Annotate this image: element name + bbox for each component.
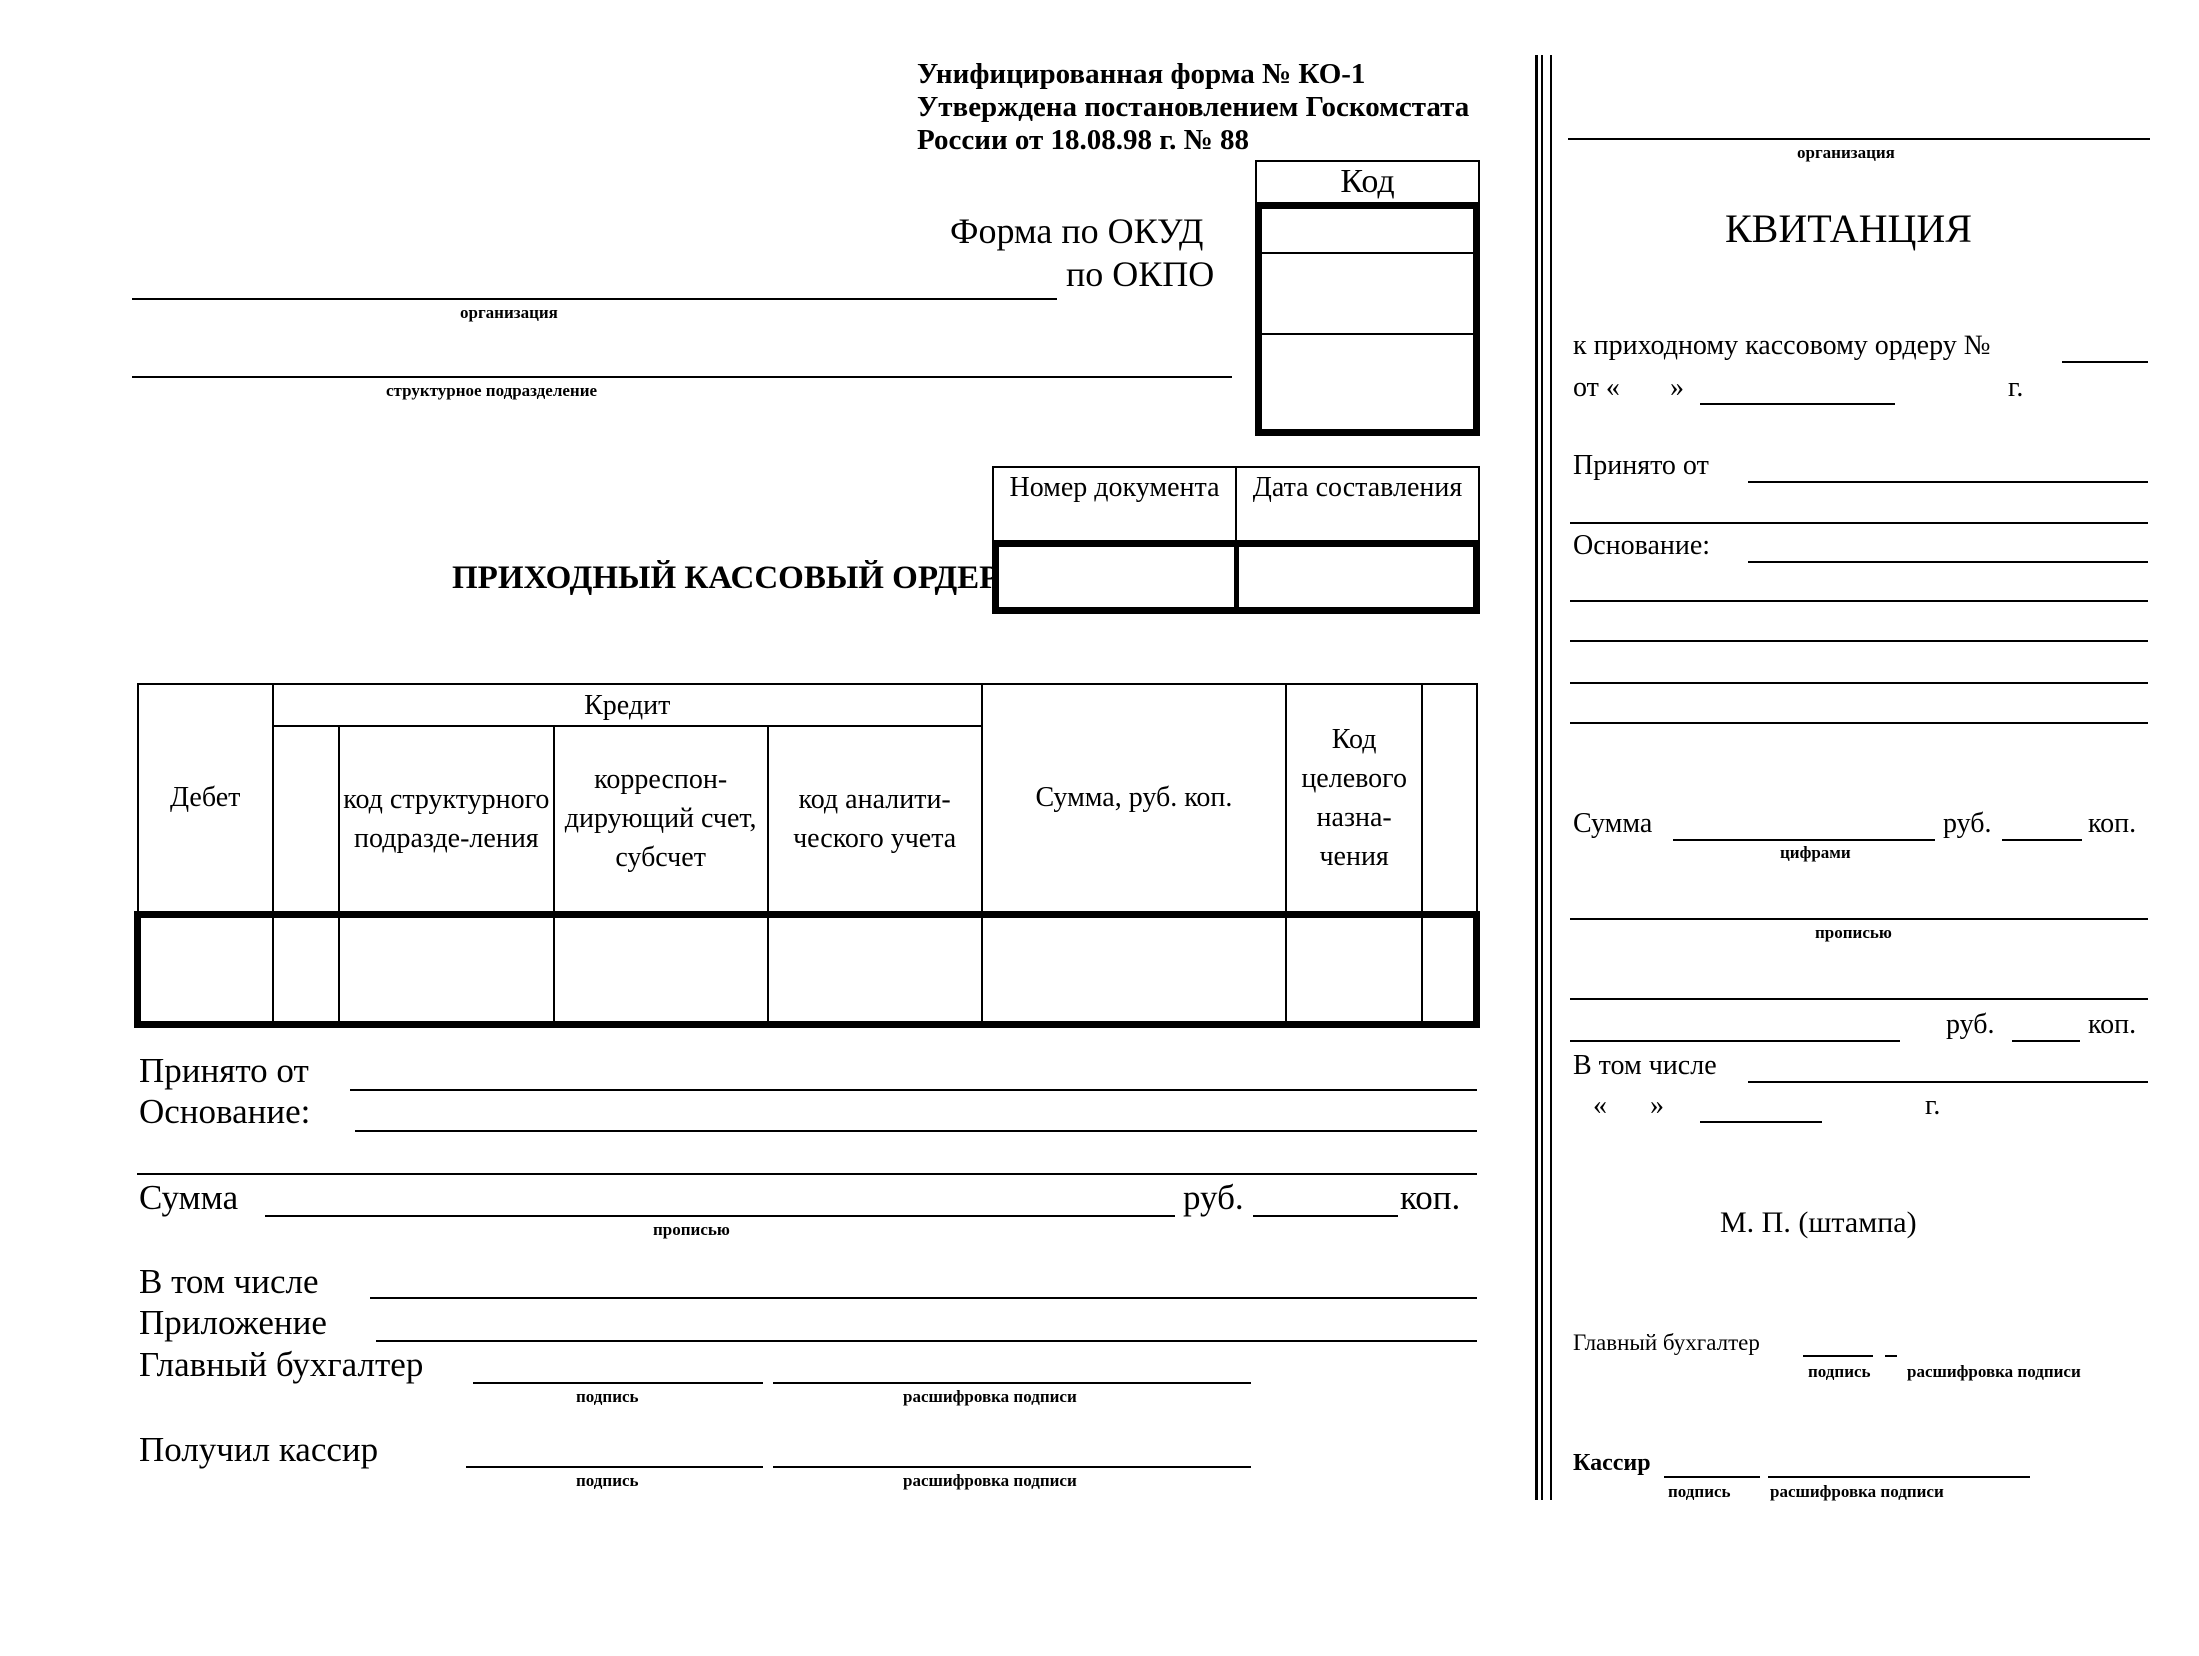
- receipt-including-date-line[interactable]: [1700, 1121, 1822, 1123]
- doc-number-header: Номер документа: [994, 468, 1237, 540]
- in-words-caption: прописью: [653, 1220, 730, 1239]
- cashier-received-label: Получил кассир: [139, 1430, 379, 1469]
- receipt-cashier-decoding-line[interactable]: [1768, 1476, 2030, 1478]
- debit-header: Дебет: [138, 684, 273, 914]
- accounting-table: [134, 683, 1480, 1028]
- extra-header: [1422, 684, 1477, 914]
- receipt-including-label: В том числе: [1573, 1050, 1717, 1081]
- receipt-basis-line-3[interactable]: [1570, 640, 2148, 642]
- receipt-from-close: »: [1670, 372, 1684, 403]
- sum-cell[interactable]: [982, 914, 1287, 1024]
- receipt-kop-line[interactable]: [2002, 839, 2082, 841]
- receipt-basis-line-5[interactable]: [1570, 722, 2148, 724]
- order-title: ПРИХОДНЫЙ КАССОВЫЙ ОРДЕР: [452, 560, 1000, 596]
- document-number-table: [992, 466, 1480, 614]
- receipt-chief-decoding-caption: расшифровка подписи: [1907, 1362, 2081, 1381]
- table-row: [138, 914, 1477, 1024]
- chief-accountant-decoding-line[interactable]: [773, 1382, 1251, 1384]
- date-field[interactable]: [1239, 547, 1474, 607]
- struct-code-header: код структурного подразде-ления: [339, 726, 553, 914]
- receipt-in-digits-caption: цифрами: [1780, 843, 1851, 862]
- basis-line-2[interactable]: [137, 1173, 1477, 1175]
- tear-line-inner: [1541, 55, 1543, 1500]
- debit-cell[interactable]: [138, 914, 273, 1024]
- form-header: [917, 58, 1469, 157]
- receipt-basis-line[interactable]: [1748, 561, 2148, 563]
- subdivision-line[interactable]: [132, 376, 1232, 378]
- form-header-line1: Унифицированная форма № КО-1: [917, 58, 1366, 90]
- receipt-sum-words-line-2[interactable]: [1570, 998, 2148, 1000]
- receipt-sum-label: Сумма: [1573, 808, 1653, 839]
- receipt-chief-signature-caption: подпись: [1808, 1362, 1871, 1381]
- chief-accountant-label: Главный бухгалтер: [139, 1345, 424, 1384]
- subdivision-caption: структурное подразделение: [386, 381, 598, 400]
- receipt-from-open: от «: [1573, 372, 1620, 403]
- cashier-decoding-line[interactable]: [773, 1466, 1251, 1468]
- form-header-line2: Утверждена постановлением Госкомстата: [917, 91, 1470, 123]
- purpose-code-header: Код целевого назна-чения: [1286, 684, 1422, 914]
- receipt-sum-line-3[interactable]: [1570, 1040, 1900, 1042]
- extra-cell[interactable]: [1422, 914, 1477, 1024]
- receipt-received-from-line[interactable]: [1748, 481, 2148, 483]
- receipt-year-label: г.: [2008, 372, 2024, 403]
- receipt-received-from-label: Принято от: [1573, 450, 1709, 481]
- including-label: В том числе: [139, 1262, 319, 1301]
- sum-label: Сумма: [139, 1178, 239, 1217]
- kop-label: коп.: [1400, 1178, 1461, 1217]
- chief-decoding-caption: расшифровка подписи: [903, 1387, 1077, 1406]
- receipt-cashier-decoding-caption: расшифровка подписи: [1770, 1482, 1944, 1501]
- basis-line[interactable]: [355, 1130, 1477, 1132]
- basis-label: Основание:: [139, 1092, 311, 1131]
- credit-header: Кредит: [273, 684, 982, 726]
- date-header: Дата составления: [1252, 472, 1463, 503]
- receipt-quote-close: »: [1650, 1090, 1664, 1121]
- receipt-quote-open: «: [1593, 1090, 1607, 1121]
- credit-blank-cell[interactable]: [273, 914, 339, 1024]
- receipt-kop-label: коп.: [2088, 808, 2137, 839]
- including-line[interactable]: [370, 1297, 1477, 1299]
- receipt-in-words-caption: прописью: [1815, 923, 1892, 942]
- attachment-line[interactable]: [376, 1340, 1477, 1342]
- receipt-title: КВИТАНЦИЯ: [1725, 206, 1972, 251]
- receipt-organization-line[interactable]: [1568, 138, 2150, 140]
- receipt-date-line[interactable]: [1700, 403, 1895, 405]
- cashier-decoding-caption: расшифровка подписи: [903, 1471, 1077, 1490]
- receipt-sum-digits-line[interactable]: [1673, 839, 1935, 841]
- okud-label: Форма по ОКУД: [950, 211, 1204, 251]
- receipt-rub-label-2: руб.: [1946, 1009, 1995, 1040]
- receipt-organization-caption: организация: [1797, 143, 1895, 162]
- receipt-order-number-line[interactable]: [2062, 361, 2148, 363]
- receipt-basis-line-2[interactable]: [1570, 600, 2148, 602]
- receipt-kop-line-2[interactable]: [2012, 1040, 2080, 1042]
- tear-line: [1535, 55, 1538, 1500]
- receipt-cashier-signature-line[interactable]: [1664, 1476, 1760, 1478]
- analytic-code-cell[interactable]: [768, 914, 982, 1024]
- code-box-title: Код: [1255, 160, 1480, 202]
- receipt-basis-line-4[interactable]: [1570, 682, 2148, 684]
- purpose-code-cell[interactable]: [1286, 914, 1422, 1024]
- receipt-kop-label-2: коп.: [2088, 1009, 2137, 1040]
- chief-accountant-signature-line[interactable]: [473, 1382, 763, 1384]
- tear-line-right: [1550, 55, 1552, 1500]
- receipt-chief-decoding-line[interactable]: [1885, 1355, 1897, 1357]
- receipt-received-from-line-2[interactable]: [1570, 522, 2148, 524]
- received-from-line[interactable]: [350, 1089, 1477, 1091]
- code-box-body: [1255, 202, 1480, 436]
- receipt-including-year: г.: [1925, 1090, 1941, 1121]
- receipt-chief-accountant-label: Главный бухгалтер: [1573, 1330, 1760, 1355]
- credit-blank-header: [273, 726, 339, 914]
- account-cell[interactable]: [554, 914, 768, 1024]
- chief-signature-caption: подпись: [576, 1387, 639, 1406]
- doc-number-field[interactable]: [999, 547, 1239, 607]
- cashier-signature-line[interactable]: [466, 1466, 763, 1468]
- struct-code-cell[interactable]: [339, 914, 553, 1024]
- sum-words-line[interactable]: [265, 1215, 1175, 1217]
- receipt-cashier-label: Кассир: [1573, 1450, 1651, 1476]
- code-box: [1255, 160, 1480, 436]
- kop-line[interactable]: [1253, 1215, 1398, 1217]
- analytic-code-header: код аналити-ческого учета: [768, 726, 982, 914]
- sum-header: Сумма, руб. коп.: [982, 684, 1287, 914]
- receipt-stamp-label: М. П. (штампа): [1720, 1206, 1917, 1239]
- receipt-chief-signature-line[interactable]: [1803, 1355, 1873, 1357]
- organization-line[interactable]: [132, 298, 1057, 300]
- receipt-rub-label: руб.: [1943, 808, 1992, 839]
- receipt-sum-words-line[interactable]: [1570, 918, 2148, 920]
- receipt-including-line[interactable]: [1748, 1081, 2148, 1083]
- attachment-label: Приложение: [139, 1303, 327, 1342]
- okpo-label: по ОКПО: [1066, 254, 1215, 294]
- rub-label: руб.: [1183, 1178, 1244, 1217]
- account-header: корреспон-дирующий счет, субсчет: [554, 726, 768, 914]
- cashier-signature-caption: подпись: [576, 1471, 639, 1490]
- receipt-cashier-signature-caption: подпись: [1668, 1482, 1731, 1501]
- form-header-line3: России от 18.08.98 г. № 88: [917, 124, 1250, 156]
- received-from-label: Принято от: [139, 1051, 309, 1090]
- receipt-basis-label: Основание:: [1573, 530, 1711, 561]
- organization-caption: организация: [460, 303, 558, 322]
- receipt-to-order-label: к приходному кассовому ордеру №: [1573, 330, 1991, 361]
